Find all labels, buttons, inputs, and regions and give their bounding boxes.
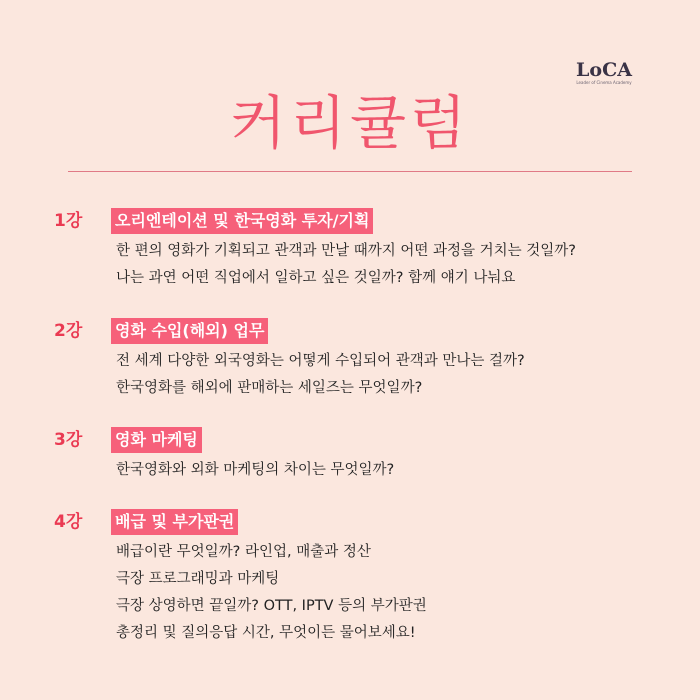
lecture-number: 2강 bbox=[54, 321, 83, 341]
description-line: 극장 상영하면 끝일까? OTT, IPTV 등의 부가판권 bbox=[116, 598, 427, 614]
loca-logo bbox=[566, 60, 642, 85]
lecture-number: 4강 bbox=[54, 512, 83, 532]
page-title: 커리큘럼 bbox=[229, 89, 471, 157]
lecture-title: 오리엔테이션 및 한국영화 투자/기획 bbox=[111, 208, 373, 234]
lecture-description bbox=[116, 348, 525, 402]
description-line: 총정리 및 질의응답 시간, 무엇이든 물어보세요! bbox=[116, 625, 416, 641]
description-line: 나는 과연 어떤 직업에서 일하고 싶은 것일까? 함께 얘기 나눠요 bbox=[116, 270, 516, 286]
description-line: 배급이란 무엇일까? 라인업, 매출과 정산 bbox=[116, 544, 371, 560]
lecture-title: 영화 수입(해외) 업무 bbox=[111, 318, 268, 344]
lecture-title: 배급 및 부가판권 bbox=[111, 509, 238, 535]
title-divider bbox=[68, 171, 632, 172]
description-line: 전 세계 다양한 외국영화는 어떻게 수입되어 관객과 만나는 걸까? bbox=[116, 353, 525, 369]
description-line: 한 편의 영화가 기획되고 관객과 만날 때까지 어떤 과정을 거치는 것일까? bbox=[116, 243, 576, 259]
lecture-description bbox=[116, 238, 576, 292]
description-line: 한국영화를 해외에 판매하는 세일즈는 무엇일까? bbox=[116, 380, 423, 396]
lecture-number: 3강 bbox=[54, 430, 83, 450]
lecture-number: 1강 bbox=[54, 211, 83, 231]
description-line: 한국영화와 외화 마케팅의 차이는 무엇일까? bbox=[116, 462, 395, 478]
description-line: 극장 프로그래밍과 마케팅 bbox=[116, 571, 280, 587]
lecture-description bbox=[116, 539, 427, 647]
lecture-title: 영화 마케팅 bbox=[111, 427, 202, 453]
logo-tagline: Leader of Cinema Academy bbox=[576, 80, 632, 85]
lecture-description bbox=[116, 457, 394, 484]
logo-wordmark: LoCA bbox=[576, 59, 632, 81]
